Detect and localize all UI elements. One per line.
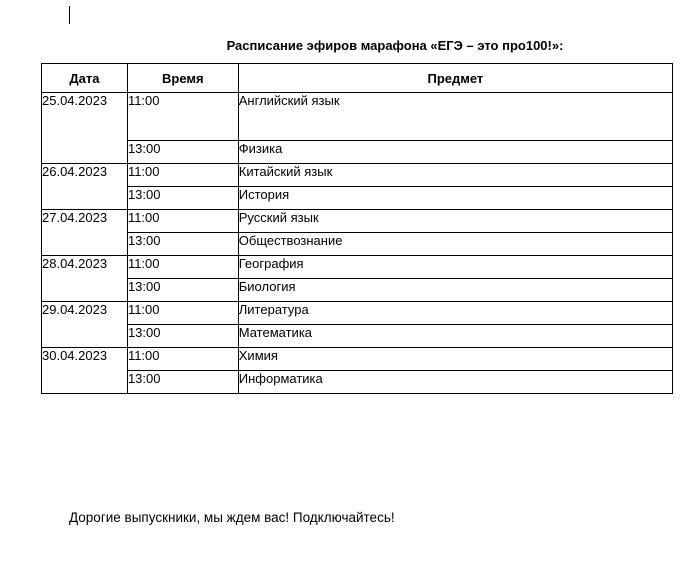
schedule-table bbox=[41, 63, 673, 394]
time-cell: 13:00 bbox=[127, 325, 238, 348]
subject-cell: Математика bbox=[238, 325, 672, 348]
table-row bbox=[42, 233, 673, 256]
table-row bbox=[42, 256, 673, 279]
subject-cell: Литература bbox=[238, 302, 672, 325]
subject-cell: География bbox=[238, 256, 672, 279]
time-cell: 11:00 bbox=[127, 302, 238, 325]
table-row bbox=[42, 279, 673, 302]
subject-cell: Химия bbox=[238, 348, 672, 371]
table-row bbox=[42, 371, 673, 394]
subject-cell: Биология bbox=[238, 279, 672, 302]
time-cell: 13:00 bbox=[127, 371, 238, 394]
date-cell: 25.04.2023 bbox=[42, 93, 128, 164]
time-cell: 11:00 bbox=[127, 210, 238, 233]
subject-cell: Русский язык bbox=[238, 210, 672, 233]
table-row bbox=[42, 348, 673, 371]
date-cell: 30.04.2023 bbox=[42, 348, 128, 394]
time-cell: 11:00 bbox=[127, 348, 238, 371]
time-cell: 13:00 bbox=[127, 141, 238, 164]
time-cell: 11:00 bbox=[127, 93, 238, 141]
subject-cell: Английский язык bbox=[238, 93, 672, 141]
table-row bbox=[42, 187, 673, 210]
page-title: Расписание эфиров марафона «ЕГЭ – это про100!»: bbox=[226, 38, 564, 53]
header-date: Дата bbox=[42, 64, 128, 93]
header-subject: Предмет bbox=[238, 64, 672, 93]
table-row bbox=[42, 93, 673, 141]
table-row bbox=[42, 141, 673, 164]
time-cell: 13:00 bbox=[127, 279, 238, 302]
subject-cell: Информатика bbox=[238, 371, 672, 394]
table-header-row bbox=[42, 64, 673, 93]
time-cell: 13:00 bbox=[127, 187, 238, 210]
time-cell: 11:00 bbox=[127, 164, 238, 187]
text-cursor bbox=[69, 6, 70, 24]
time-cell: 11:00 bbox=[127, 256, 238, 279]
subject-cell: Китайский язык bbox=[238, 164, 672, 187]
subject-cell: История bbox=[238, 187, 672, 210]
table-row bbox=[42, 302, 673, 325]
date-cell: 29.04.2023 bbox=[42, 302, 128, 348]
footer-message: Дорогие выпускники, мы ждем вас! Подключайтесь! bbox=[69, 510, 395, 525]
date-cell: 27.04.2023 bbox=[42, 210, 128, 256]
time-cell: 13:00 bbox=[127, 233, 238, 256]
table-row bbox=[42, 210, 673, 233]
date-cell: 26.04.2023 bbox=[42, 164, 128, 210]
table-row bbox=[42, 164, 673, 187]
header-time: Время bbox=[127, 64, 238, 93]
subject-cell: Обществознание bbox=[238, 233, 672, 256]
date-cell: 28.04.2023 bbox=[42, 256, 128, 302]
subject-cell: Физика bbox=[238, 141, 672, 164]
table-row bbox=[42, 325, 673, 348]
